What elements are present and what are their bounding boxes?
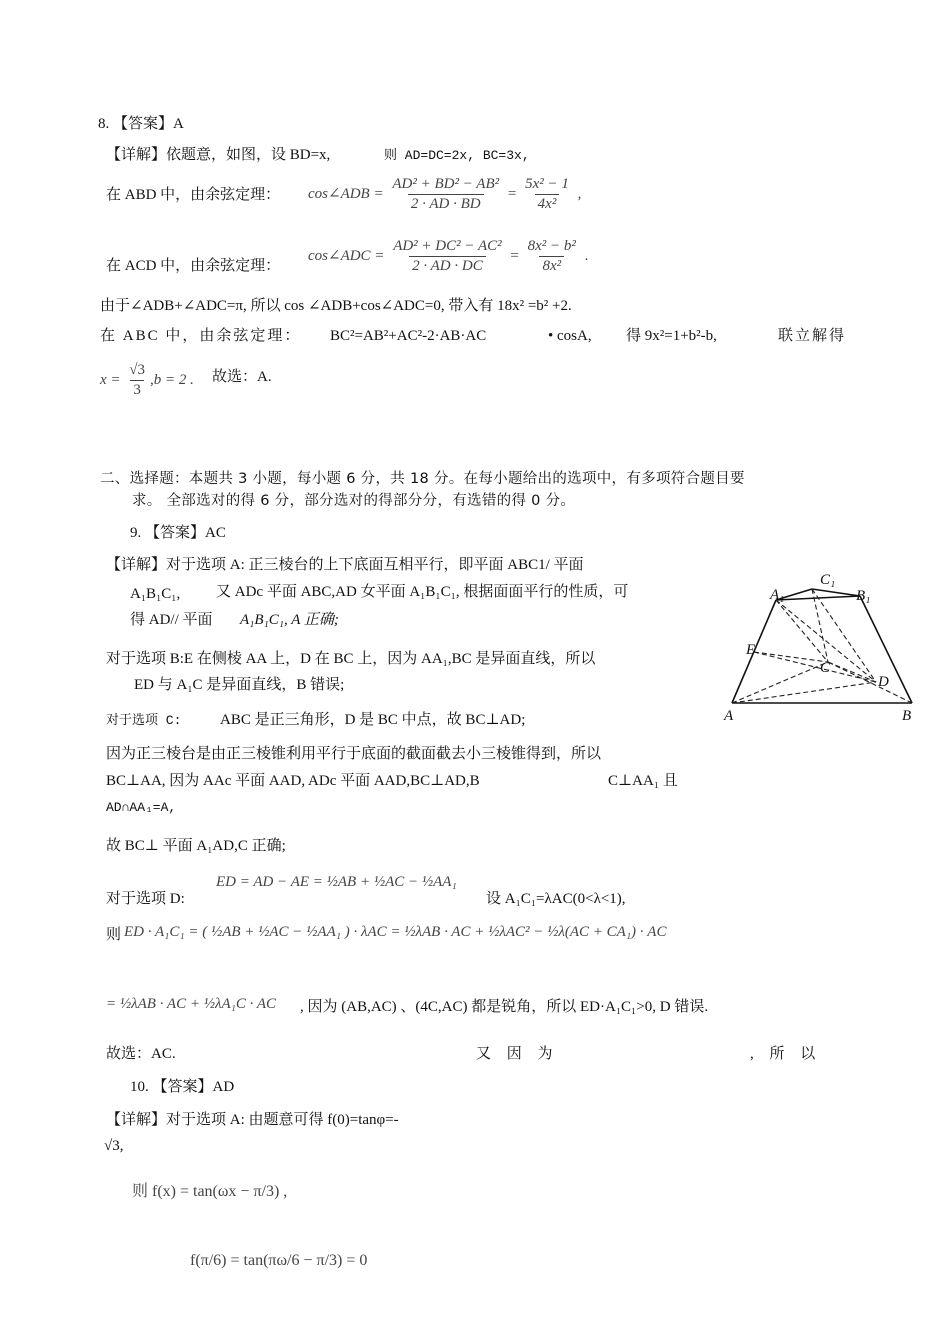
label-a: A <box>724 708 734 724</box>
q9-also: 又 因 为 <box>476 1046 559 1062</box>
q9-line2b: 又 ADc 平面 ABC,AD 女平面 A₁B₁C₁, 根据面面平行的性质，可 <box>216 584 629 600</box>
q9-dot-product-line: ED · A₁C₁ = ( ½AB + ½AC − ½AA₁ ) · λAC = ½λAB · AC + ½λAC² − ½λ(AC + CA₁) · AC <box>124 924 667 940</box>
q8-cos-adc-formula: cos∠ADC = $\frac{\text{AD² + DC² − AC²}}{2 \cdot AD \cdot DC}$ = $\frac{\text{8x² − b²}}{\text{8x²}}$ . <box>308 238 589 274</box>
q9-line8a: BC⊥AA, 因为 AAc 平面 AAD, ADc 平面 AAD,BC⊥AD,B <box>106 773 480 789</box>
frustum-figure <box>716 566 926 728</box>
q9-line5: ED 与 A₁C 是异面直线，B 错误; <box>134 677 345 693</box>
label-a1: A₁ <box>770 587 785 603</box>
q9-set-expression: 设 A₁C₁=λAC(0<λ<1), <box>486 891 626 907</box>
q9-line6a: 对于选项 C: <box>106 713 182 728</box>
abd-denominator: 2 · AD · BD <box>408 194 484 213</box>
cos-adb-label: cos∠ADB = <box>308 185 384 202</box>
label-c: C <box>820 660 831 676</box>
x-lhs: x = <box>100 371 121 388</box>
q9-line7: 因为正三棱台是由正三棱锥利用平行于底面的截面截去小三棱锥得到，所以 <box>106 746 602 762</box>
label-c1: C₁ <box>820 572 836 588</box>
q8-acd-prefix: 在 ACD 中，由余弦定理： <box>106 258 281 274</box>
q8-abc-d: 得 9x²=1+b²-b, <box>626 328 717 344</box>
q9-choose: 故选：AC. <box>106 1046 176 1062</box>
q8-abc-a: 在 ABC 中，由余弦定理： <box>100 328 302 344</box>
q9-line8b: C⊥AA₁ 且 <box>608 773 678 789</box>
q9-line1: 【详解】对于选项 A: 正三棱台的上下底面互相平行，即平面 ABC1/ 平面 <box>106 557 584 573</box>
label-b1: B₁ <box>856 588 871 604</box>
denominator-3: 3 <box>130 380 144 399</box>
q8-solution <box>100 362 194 399</box>
q9-line3a: 得 AD// 平面 <box>130 612 213 628</box>
label-b: B <box>902 708 912 724</box>
q9-line9: AD∩AA₁=A, <box>106 800 177 815</box>
q9-line6b: ABC 是正三角形，D 是 BC 中点，故 BC⊥AD; <box>220 712 526 728</box>
acd-denominator-2: 8x² <box>539 256 564 275</box>
q9-answer: 9. 【答案】AC <box>130 525 226 541</box>
q8-abd-prefix: 在 ABD 中，由余弦定理： <box>106 187 281 203</box>
q10-line2: √3, <box>104 1138 124 1154</box>
q9-dot-product-line2: = ½λAB · AC + ½λA₁C · AC <box>106 996 276 1012</box>
q8-detail-rest: 则 AD=DC=2x, BC=3x, <box>384 148 530 163</box>
q9-then: 则 <box>106 927 122 943</box>
acd-numerator: AD² + DC² − AC² <box>393 238 502 254</box>
q9-line11: 对于选项 D: <box>106 891 185 907</box>
q8-detail-label: 【详解】依题意，如图，设 BD=x, <box>106 147 331 163</box>
acd-numerator-2: 8x² − b² <box>527 238 576 254</box>
section2-line2: 求。 全部选对的得 6 分，部分选对的得部分分，有选错的得 0 分。 <box>132 493 576 509</box>
q10-answer: 10. 【答案】AD <box>130 1079 235 1095</box>
q9-because: , 因为 (AB,AC) 、(4C,AC) 都是锐角，所以 ED·A₁C₁>0, D 错误. <box>300 999 709 1015</box>
q8-sum-line: 由于∠ADB+∠ADC=π, 所以 cos ∠ADB+cos∠ADC=0, 带入有 18x² =b² +2. <box>100 298 572 314</box>
q9-line4: 对于选项 B:E 在侧棱 AA 上，D 在 BC 上，因为 AA₁,BC 是异面直线，所以 <box>106 651 596 667</box>
q8-abc-e: 联立解得 <box>778 328 847 344</box>
q10-f-line: 则 f(x) = tan(ωx − π/3) , <box>132 1183 288 1200</box>
q9-ed-expression: ED = AD − AE = ½AB + ½AC − ½AA₁ <box>216 874 457 890</box>
q9-line10: 故 BC⊥ 平面 A₁AD,C 正确; <box>106 838 286 854</box>
q8-choose: 故选：A. <box>212 369 272 385</box>
q9-line2a: A₁B₁C₁, <box>130 586 181 602</box>
b-value: ,b = 2 . <box>150 371 194 388</box>
acd-denominator: 2 · AD · DC <box>409 256 486 275</box>
q10-line1: 【详解】对于选项 A: 由题意可得 f(0)=tanφ=- <box>106 1112 399 1128</box>
abd-numerator-2: 5x² − 1 <box>525 176 569 192</box>
abd-numerator: AD² + BD² − AB² <box>392 176 500 192</box>
q9-so: , 所 以 <box>750 1046 822 1062</box>
section2-line1: 二、选择题：本题共 3 小题，每小题 6 分，共 18 分。在每小题给出的选项中，有多项符合题目要 <box>100 471 745 487</box>
q8-abc-b: BC²=AB²+AC²-2·AB·AC <box>330 328 487 344</box>
abd-denominator-2: 4x² <box>535 194 560 213</box>
cos-adc-label: cos∠ADC = <box>308 247 385 264</box>
q8-answer: 8. 【答案】A <box>98 116 184 132</box>
q9-line3b: A₁B₁C₁, A 正确; <box>240 612 339 628</box>
label-d: D <box>878 674 889 690</box>
label-e: E <box>746 642 756 658</box>
q8-cos-adb-formula: cos∠ADB = $\frac{\text{AD² + BD² − AB²}}{2 \cdot AD \cdot BD}$ = $\frac{\text{5x² − 1}}{\text{4x²}}$ , <box>308 176 582 212</box>
q10-f-line2: f(π/6) = tan(πω/6 − π/3) = 0 <box>190 1252 368 1269</box>
q8-abc-c: • cosA, <box>548 328 592 344</box>
sqrt3: √3 <box>129 362 146 378</box>
